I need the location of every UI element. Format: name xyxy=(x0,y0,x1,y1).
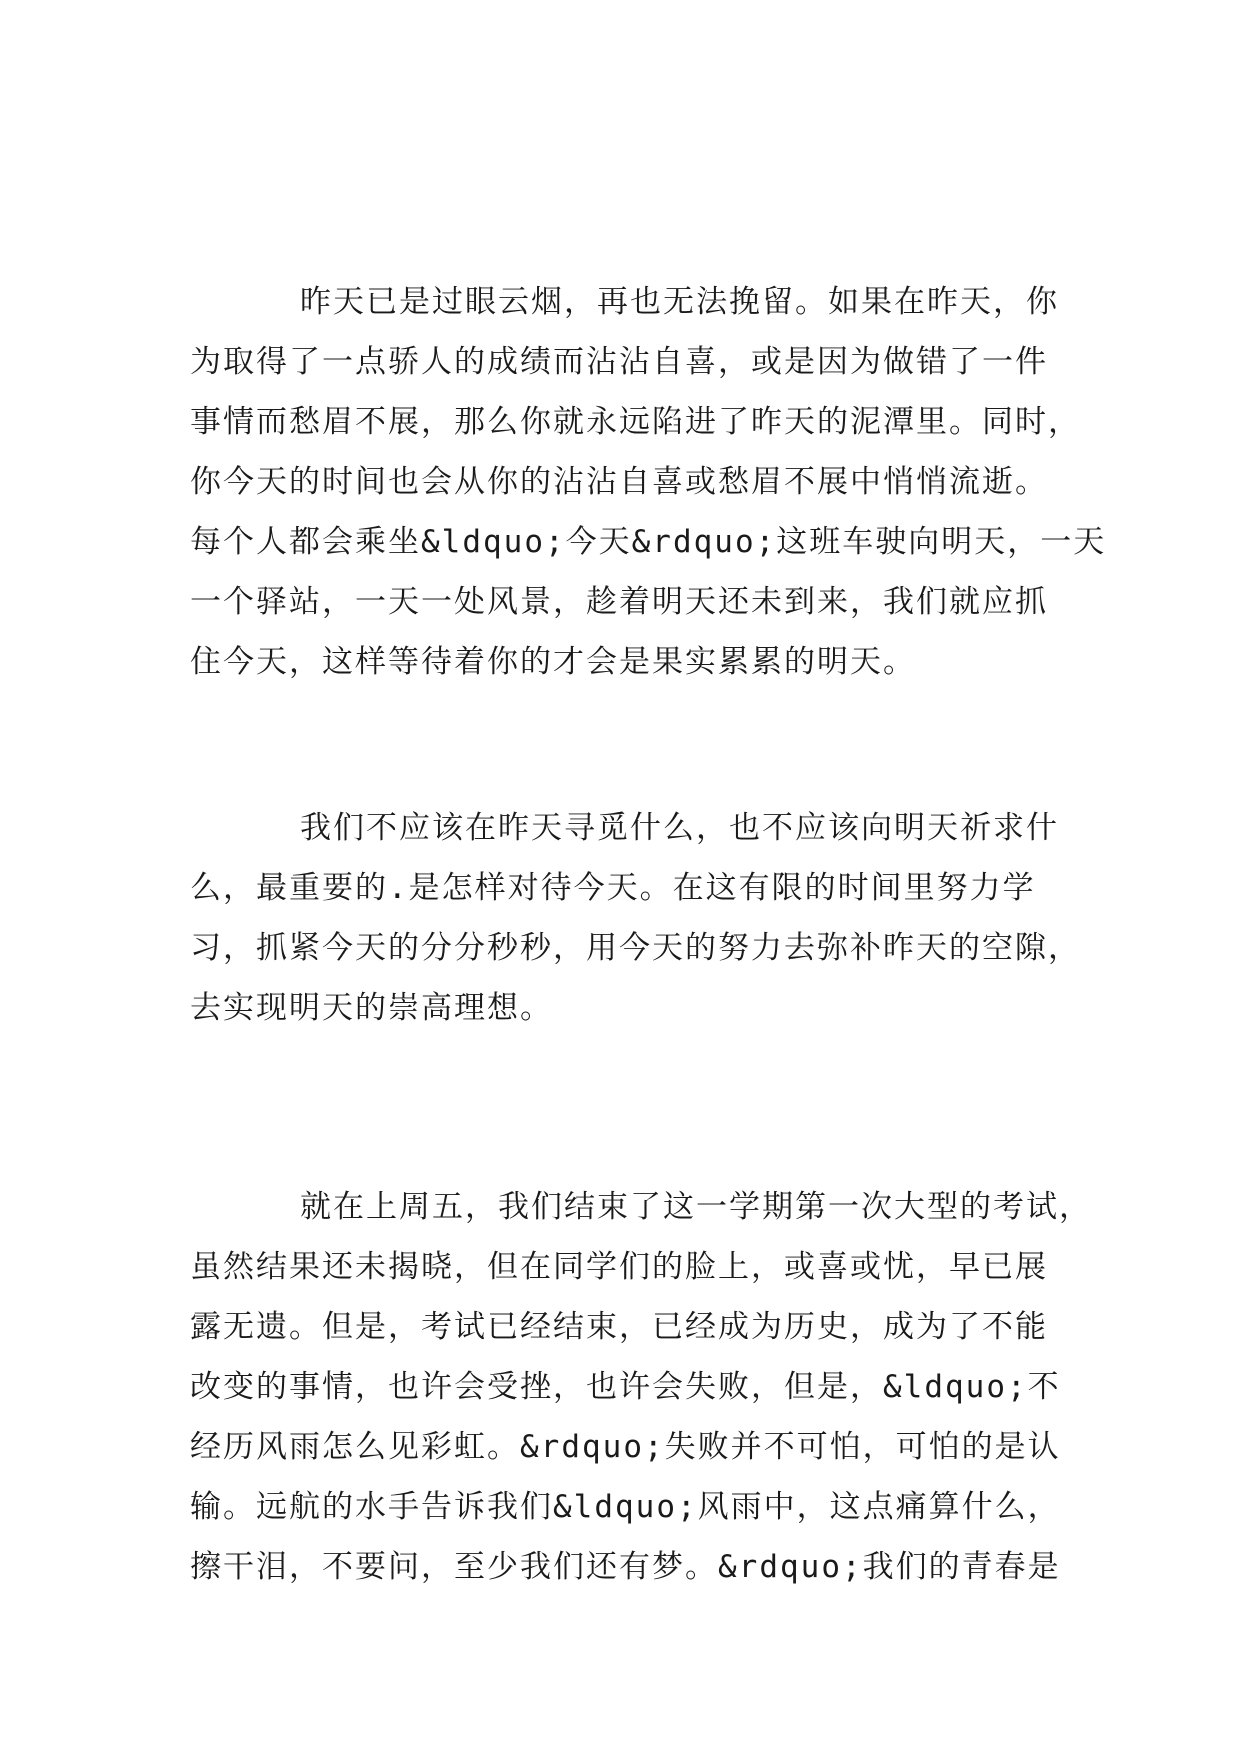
paragraph-line: 我们不应该在昨天寻觅什么，也不应该向明天祈求什 xyxy=(300,810,1059,846)
paragraph-line: 住今天，这样等待着你的才会是果实累累的明天。 xyxy=(190,644,916,680)
paragraph-line: 擦干泪，不要问，至少我们还有梦。&rdquo;我们的青春是 xyxy=(190,1549,1061,1585)
paragraph-line: 输。远航的水手告诉我们&ldquo;风雨中，这点痛算什么， xyxy=(190,1489,1061,1525)
paragraph-line: 改变的事情，也许会受挫，也许会失败，但是，&ldquo;不 xyxy=(190,1369,1061,1405)
paragraph-line: 么，最重要的.是怎样对待今天。在这有限的时间里努力学 xyxy=(190,870,1036,906)
paragraph-yesterday xyxy=(190,272,1107,692)
paragraph-line: 为取得了一点骄人的成绩而沾沾自喜，或是因为做错了一件 xyxy=(190,344,1048,380)
paragraph-line: 一个驿站，一天一处风景，趁着明天还未到来，我们就应抓 xyxy=(190,584,1048,620)
paragraph-line: 事情而愁眉不展，那么你就永远陷进了昨天的泥潭里。同时， xyxy=(190,404,1081,440)
paragraph-line: 就在上周五，我们结束了这一学期第一次大型的考试， xyxy=(300,1189,1092,1225)
paragraph-exam xyxy=(190,1177,1092,1597)
paragraph-line: 昨天已是过眼云烟，再也无法挽留。如果在昨天，你 xyxy=(300,284,1059,320)
paragraph-line: 露无遗。但是，考试已经结束，已经成为历史，成为了不能 xyxy=(190,1309,1048,1345)
paragraph-today xyxy=(190,798,1081,1038)
paragraph-line: 去实现明天的崇高理想。 xyxy=(190,990,553,1026)
paragraph-line: 虽然结果还未揭晓，但在同学们的脸上，或喜或忧，早已展 xyxy=(190,1249,1048,1285)
paragraph-line: 习，抓紧今天的分分秒秒，用今天的努力去弥补昨天的空隙， xyxy=(190,930,1081,966)
paragraph-line: 每个人都会乘坐&ldquo;今天&rdquo;这班车驶向明天，一天 xyxy=(190,524,1107,560)
paragraph-line: 你今天的时间也会从你的沾沾自喜或愁眉不展中悄悄流逝。 xyxy=(190,464,1048,500)
paragraph-line: 经历风雨怎么见彩虹。&rdquo;失败并不可怕，可怕的是认 xyxy=(190,1429,1061,1465)
